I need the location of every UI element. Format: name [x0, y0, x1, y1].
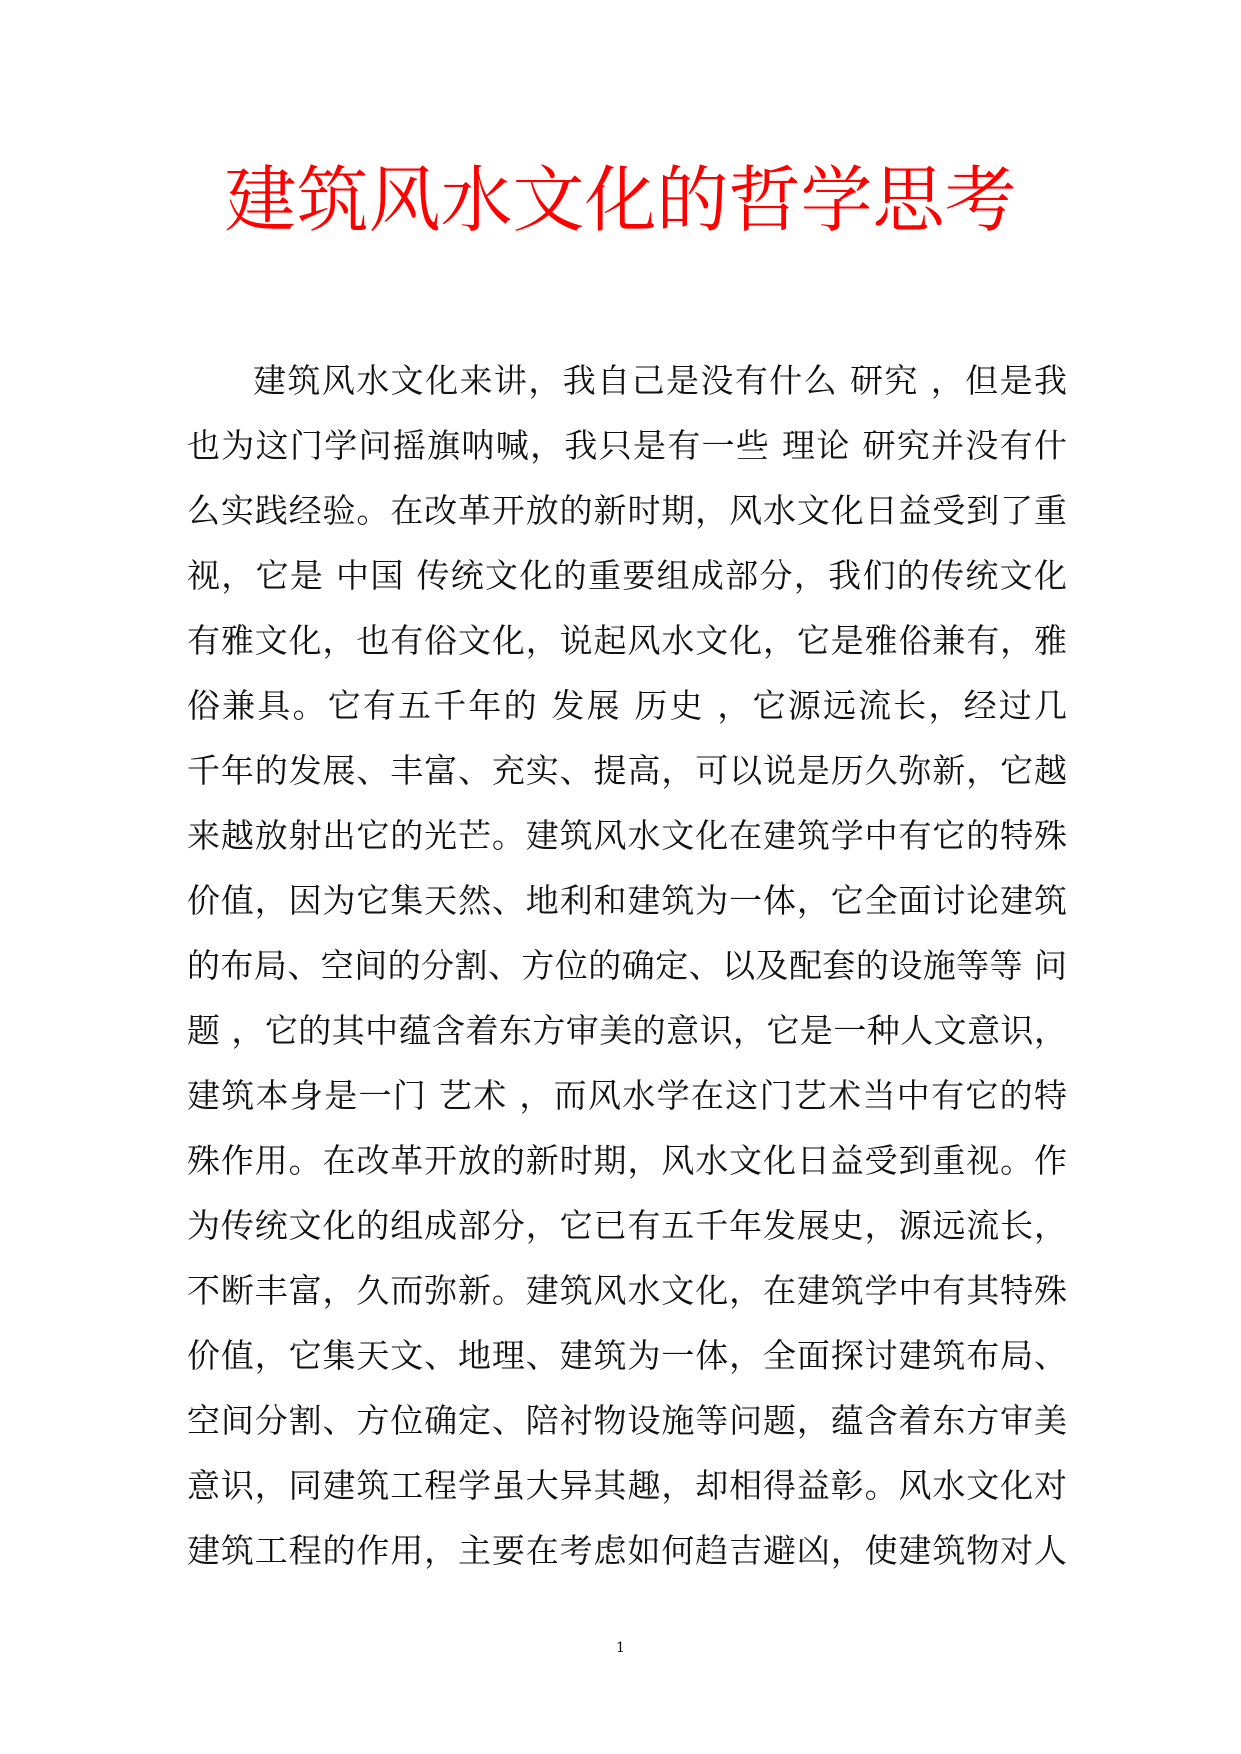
paragraph-line: 俗兼具。它有五千年的 发展 历史 ，它源远流长，经过几 [187, 686, 1067, 725]
paragraph-line: 意识，同建筑工程学虽大异其趣，却相得益彰。风水文化对 [187, 1466, 1067, 1505]
paragraph-line: 空间分割、方位确定、陪衬物设施等问题，蕴含着东方审美 [187, 1401, 1067, 1440]
paragraph-line: 题 ，它的其中蕴含着东方审美的意识，它是一种人文意识， [187, 1011, 1067, 1050]
paragraph-line: 也为这门学问摇旗呐喊，我只是有一些 理论 研究并没有什 [187, 426, 1067, 465]
paragraph-line: 建筑本身是一门 艺术 ，而风水学在这门艺术当中有它的特 [187, 1076, 1067, 1115]
paragraph-line: 来越放射出它的光芒。建筑风水文化在建筑学中有它的特殊 [187, 816, 1067, 855]
paragraph-line: 建筑工程的作用，主要在考虑如何趋吉避凶，使建筑物对人 [187, 1531, 1067, 1570]
body-paragraph [187, 356, 1067, 1591]
paragraph-line: 有雅文化，也有俗文化，说起风水文化，它是雅俗兼有，雅 [187, 621, 1067, 660]
paragraph-line: 价值，它集天文、地理、建筑为一体，全面探讨建筑布局、 [187, 1336, 1067, 1375]
paragraph-line: 的布局、空间的分割、方位的确定、以及配套的设施等等 问 [187, 946, 1067, 985]
paragraph-line: 殊作用。在改革开放的新时期，风水文化日益受到重视。作 [187, 1141, 1067, 1180]
paragraph-line: 视，它是 中国 传统文化的重要组成部分，我们的传统文化 [187, 556, 1067, 595]
paragraph-line: 千年的发展、丰富、充实、提高，可以说是历久弥新，它越 [187, 751, 1067, 790]
document-title: 建筑风水文化的哲学思考 [224, 158, 1017, 242]
paragraph-line: 不断丰富，久而弥新。建筑风水文化，在建筑学中有其特殊 [187, 1271, 1067, 1310]
paragraph-line: 么实践经验。在改革开放的新时期，风水文化日益受到了重 [187, 491, 1067, 530]
paragraph-line: 价值，因为它集天然、地利和建筑为一体，它全面讨论建筑 [187, 881, 1067, 920]
page-number: 1 [616, 1640, 625, 1656]
paragraph-line: 为传统文化的组成部分，它已有五千年发展史，源远流长， [187, 1206, 1067, 1245]
paragraph-line: 建筑风水文化来讲，我自己是没有什么 研究 ，但是我 [253, 361, 1067, 400]
